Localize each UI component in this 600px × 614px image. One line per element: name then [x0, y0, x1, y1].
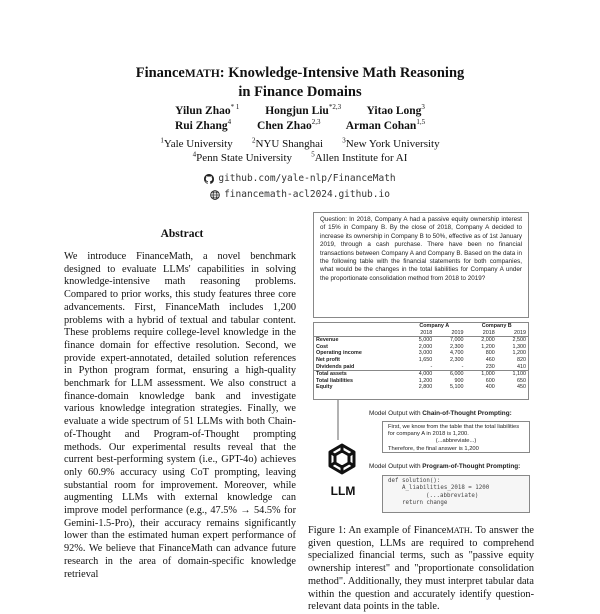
- code-line: A_liabilities_2018 = 1200: [402, 485, 490, 492]
- table-row: Net profit 1,650 2,300 460 820: [316, 356, 526, 363]
- affiliation: $^3$New York University: [342, 136, 440, 150]
- question-text: Question: In 2018, Company A had a passive equity ownership interest of 15% in Company B. By the close of 2018, Company A decided to increase its ownership in Company B to 50%, effective as of 1st January 2019, through a cash purchase. There have been no financial transactions between Company A and Company B. Based on the data in the following table with the financial statements for both companies, what would be the changes in the total liabilities for Company A under the proportionate consolidation method from 2018 to 2019?: [320, 216, 522, 282]
- table-year-header: 2018: [403, 330, 434, 337]
- code-line: return change: [402, 500, 448, 507]
- author-row-1: [0, 104, 600, 119]
- cot-line: Therefore, the final answer is 1,200: [388, 445, 479, 452]
- table-year-header: 2019: [497, 330, 528, 337]
- abstract-text: We introduce FinanceMath, a novel benchmark designed to evaluate LLMs' capabilities in solving knowledge-intensive math reasoning problems. Compared to prior works, this study features three core advancements. First, FinanceMath includes 1,200 problems with a hybrid of textual and tabular content. These problems require college-level knowledge in the finance domain for effective resolution. Second, we provide expert-annotated, detailed solution references in Python program format, ensuring a high-quality benchmark for LLM assessment. We also construct a finance-domain knowledge bank and investigate various knowledge integration strategies. Finally, we evaluate a wide spectrum of 51 LLMs with both Chain-of-Thought and Program-of-Thought prompting methods. Our experimental results reveal that the current best-performing system (i.e., GPT-4o) achieves only 60.9% accuracy using CoT prompting, leaving substantial room for improvement. Moreover, while augmenting LLMs with external knowledge can improve model performance (e.g., 47.5% → 54.5% for Gemini-1.5-Pro), their accuracy remains significantly lower than the estimated human expert performance of 92%. We believe that FinanceMath can advance future research in the area of domain-specific knowledge retrieval: [64, 251, 296, 580]
- table-row: Equity 2,800 5,100 400 450: [316, 384, 526, 391]
- abstract-body: [64, 251, 296, 581]
- table-year-header: 2019: [434, 330, 465, 337]
- github-link[interactable]: [0, 171, 600, 186]
- affiliation-row-2: [0, 151, 600, 165]
- affiliation: $^4$Penn State University: [192, 150, 293, 164]
- table-row: Dividends paid - - 230 410: [316, 363, 526, 370]
- title-suffix: : Knowledge-Intensive Math Reasoning: [219, 65, 465, 81]
- title-smallcaps: MATH: [184, 68, 220, 80]
- table-row: Revenue 5,000 7,000 2,000 2,500: [316, 337, 526, 344]
- title-line-2: in Finance Domains: [238, 84, 362, 100]
- table-row: Total liabilities 1,200 900 600 650: [316, 377, 526, 384]
- author: Yitao Long$^3$: [366, 103, 425, 117]
- author: Yilun Zhao$^{* 1}$: [175, 103, 240, 117]
- pot-output-box: [382, 475, 530, 513]
- table-year-header: 2018: [465, 330, 496, 337]
- affiliation-row-1: [0, 137, 600, 151]
- affiliation: $^1$Yale University: [160, 136, 233, 150]
- author: Rui Zhang$^4$: [174, 118, 232, 132]
- title-prefix: Finance: [135, 65, 185, 81]
- table-row: Total assets 4,000 6,000 1,000 1,100: [316, 371, 526, 378]
- figure-caption: Figure 1: An example of FinanceMATH. To answer the given question, LLMs are required to comprehend specialized financial terms, such as "passive equity ownership interest" and "proportionate consolidation method". Additionally, they must interpret tabular data within the question and accurately identify question-relevant data points in the table.: [308, 525, 534, 613]
- llm-logo-icon: [321, 441, 363, 483]
- financial-statements-table: [313, 322, 529, 400]
- website-link[interactable]: [0, 187, 600, 202]
- code-line: (...abbreviate): [426, 492, 479, 499]
- cot-line: First, we know from the table that the total liabilities for company A in 2018 is 1,200.: [388, 424, 520, 438]
- website-url[interactable]: financemath-acl2024.github.io: [224, 189, 390, 200]
- author: Arman Cohan$^{1,5}$: [345, 118, 426, 132]
- pot-output-label: Model Output with Program-of-Thought Prompting:: [369, 463, 521, 470]
- author: Hongjun Liu$^{*2,3}$: [265, 103, 342, 117]
- llm-label: LLM: [330, 484, 356, 498]
- affiliation: $^2$NYU Shanghai: [252, 136, 324, 150]
- author-row-2: [0, 119, 600, 134]
- abstract-heading: Abstract: [160, 228, 204, 240]
- globe-icon: [210, 190, 220, 200]
- github-icon: [204, 174, 214, 184]
- table-group-header: Company B: [481, 323, 512, 329]
- github-url[interactable]: github.com/yale-nlp/FinanceMath: [218, 173, 396, 184]
- figure-question-box: [313, 212, 529, 318]
- connector-line: [335, 400, 341, 440]
- author: Chen Zhao$^{2,3}$: [257, 118, 321, 132]
- affiliation: $^5$Allen Institute for AI: [311, 150, 408, 164]
- table-row: Cost 2,000 2,300 1,200 1,300: [316, 343, 526, 350]
- cot-output-label: Model Output with Chain-of-Thought Prompting:: [369, 410, 512, 417]
- cot-line: (...abbreviate...): [435, 438, 477, 445]
- table-row: Operating income 3,000 4,700 800 1,200: [316, 350, 526, 357]
- paper-title: [0, 64, 600, 101]
- cot-output-box: [382, 421, 530, 453]
- table-group-header: Company A: [419, 323, 450, 329]
- code-line: def solution():: [388, 478, 441, 484]
